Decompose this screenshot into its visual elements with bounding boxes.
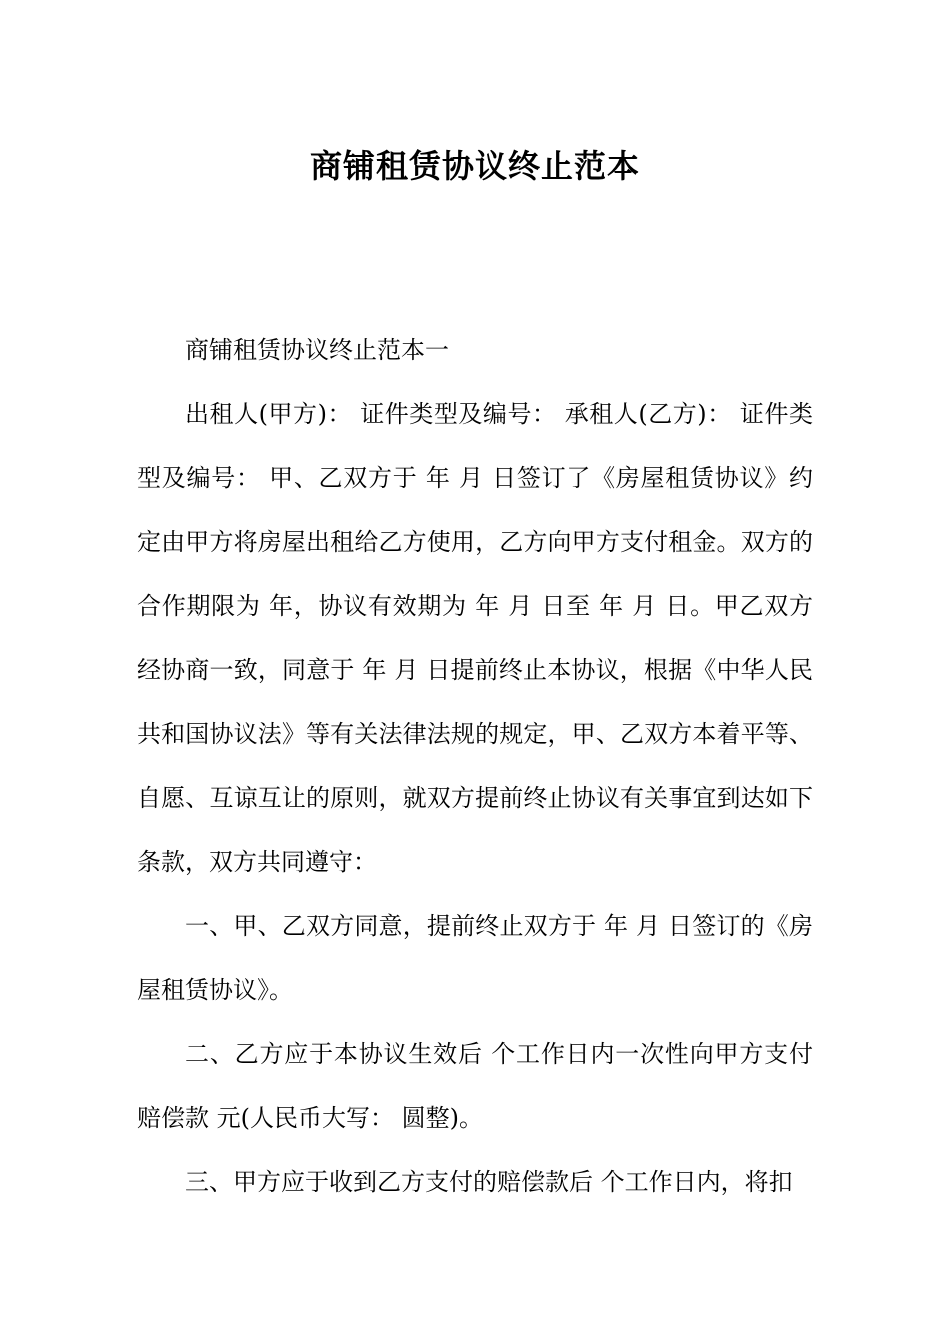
paragraph-clause-2: 二、乙方应于本协议生效后 个工作日内一次性向甲方支付赔偿款 元(人民币大写： 圆整)。 — [137, 1040, 813, 1132]
paragraph-clause-3: 三、甲方应于收到乙方支付的赔偿款后 个工作日内，将扣 — [185, 1168, 793, 1196]
paragraph-clause-1: 一、甲、乙双方同意，提前终止双方于 年 月 日签订的《房屋租赁协议》。 — [137, 912, 813, 1004]
document-body — [137, 318, 813, 1214]
document-title: 商铺租赁协议终止范本 — [309, 147, 640, 185]
paragraph-parties: 出租人(甲方)： 证件类型及编号： 承租人(乙方)： 证件类型及编号： 甲、乙双方于 年 月 日签订了《房屋租赁协议》约定由甲方将房屋出租给乙方使用，乙方向甲方支付租金。双方的合作期限为 年，协议有效期为 年 月 日至 年 月 日。甲乙双方经协商一致，同意于 年 月 日提前终止本协议，根据《中华人民共和国协议法》等有关法律法规的规定，甲、乙双方本着平等、自愿、互谅互让的原则，就双方提前终止协议有关事宜到达如下条款，双方共同遵守： — [137, 400, 813, 876]
paragraph-heading: 商铺租赁协议终止范本一 — [185, 336, 449, 364]
